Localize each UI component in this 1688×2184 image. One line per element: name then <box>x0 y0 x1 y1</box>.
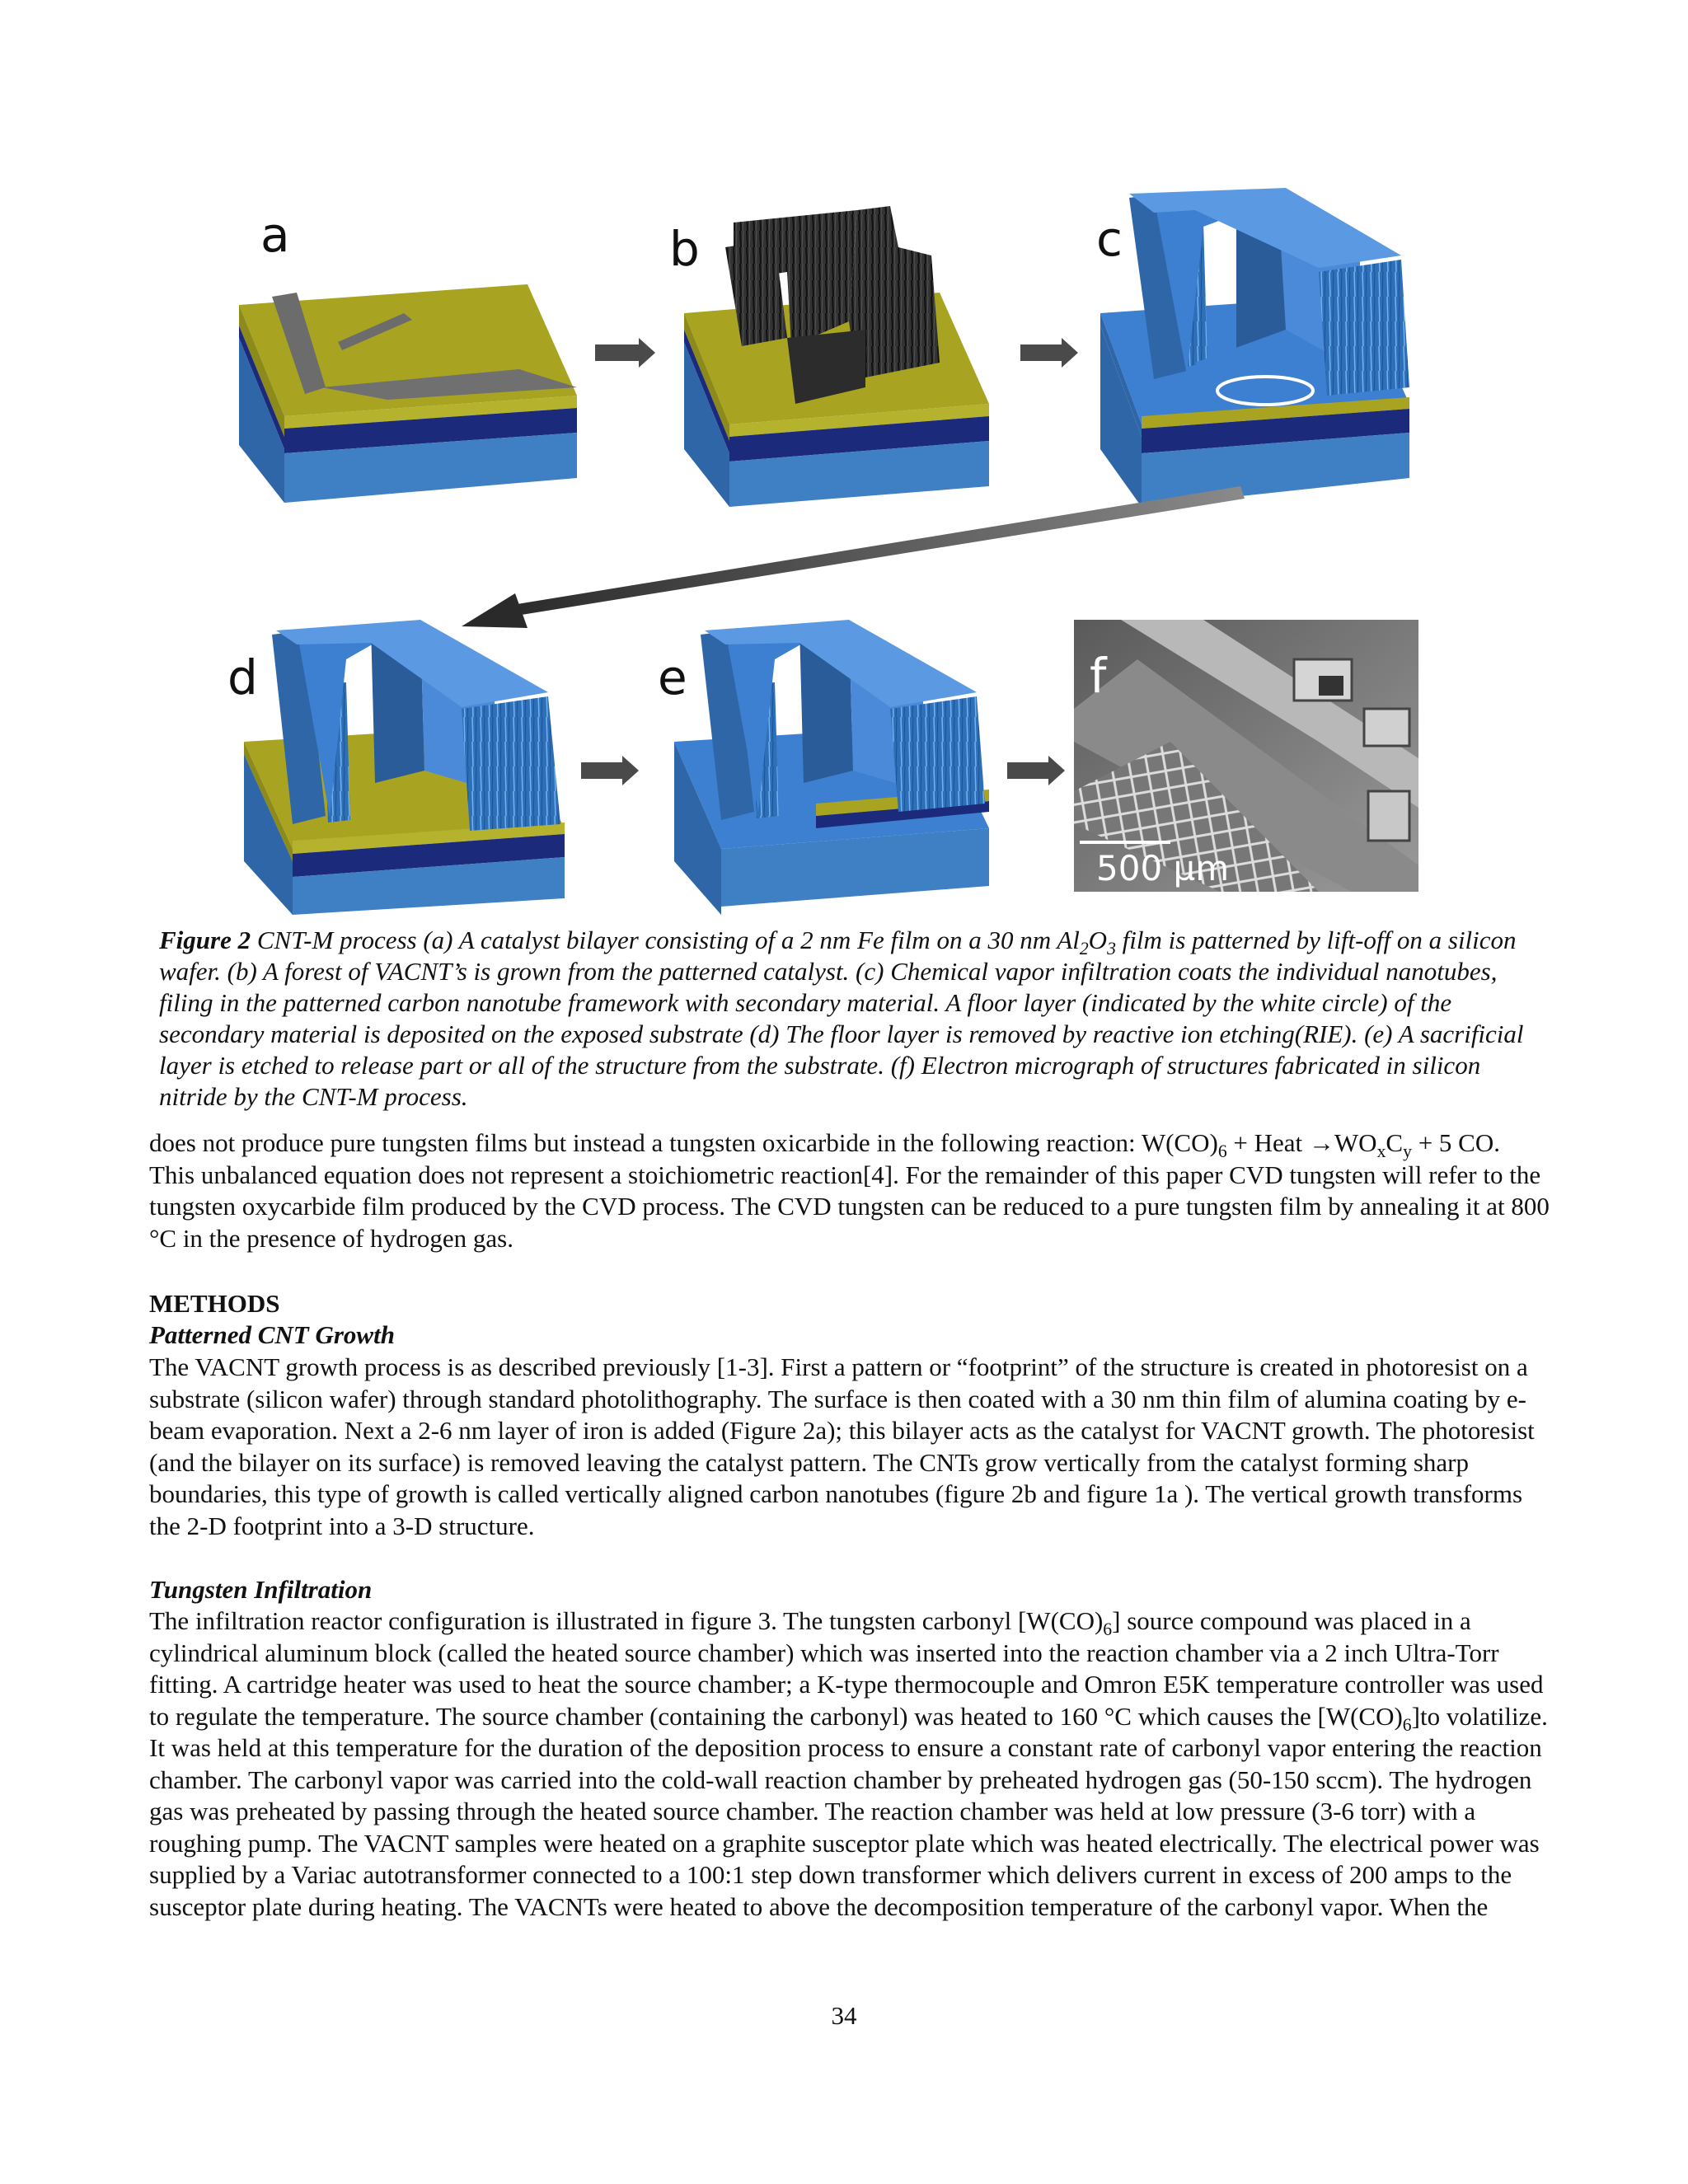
panel-letter-e: e <box>658 649 687 705</box>
paragraph-tungsten-reaction <box>149 1127 1550 1254</box>
caption-sub-b: 3 <box>1107 939 1116 959</box>
arrow-a-to-b <box>595 338 655 368</box>
caption-text-3: film is patterned by lift-off on a silicon wafer. (b) A forest of VACNT’s is grown from the patterned catalyst. (c) Chemical vapor infiltration coats the individual nanotubes, filing in the patterned carbon nanotube framework with secondary material. A floor layer (indicated by the white circle) of the secondary material is deposited on the exposed substrate (d) The floor layer is removed by reactive ion etching(RIE). (e) A sacrificial layer is etched to release part or all of the structure from the substrate. (f) Electron micrograph of structures fabricated in silicon nitride by the CNT-M process. <box>159 926 1524 1111</box>
caption-sub-a: 2 <box>1079 939 1089 959</box>
figure-label: Figure 2 <box>159 926 251 954</box>
caption-text-2: O <box>1088 926 1108 954</box>
figure-2-illustration <box>0 0 1688 915</box>
methods-heading: METHODS <box>149 1289 280 1318</box>
scale-bar-label: 500 µm <box>1096 848 1230 888</box>
panel-letter-b: b <box>669 221 700 277</box>
arrow-d-to-e <box>581 756 639 785</box>
para1-text-2: + Heat →WO <box>1226 1128 1377 1157</box>
para1-text-1: does not produce pure tungsten films but instead a tungsten oxicarbide in the following reaction: W(CO) <box>149 1128 1218 1157</box>
caption-text-1: CNT-M process (a) A catalyst bilayer consisting of a 2 nm Fe film on a 30 nm Al <box>251 926 1080 954</box>
arrow-c-to-d <box>462 486 1245 628</box>
panel-f-micrograph <box>1074 620 1418 892</box>
para3-sub-1: 6 <box>1103 1619 1113 1640</box>
paragraph-cnt-growth: The VACNT growth process is as described previously [1-3]. First a pattern or “footprint” of the structure is created in photoresist on a substrate (silicon wafer) through standard photolithography. The surface is then coated with a 30 nm thin film of alumina coating by e-beam evaporation. Next a 2-6 nm layer of iron is added (Figure 2a); this bilayer acts as the catalyst for VACNT growth. The photoresist (and the bilayer on its surface) is removed leaving the catalyst pattern. The CNTs grow vertically from the catalyst forming sharp boundaries, this type of growth is called vertically aligned carbon nanotubes (figure 2b and figure 1a ). The vertical growth transforms the 2-D footprint into a 3-D structure. <box>149 1352 1535 1540</box>
para1-text-4: + 5 CO. This unbalanced equation does not represent a stoichiometric reaction[4]. For the remainder of this paper CVD tungsten will refer to the tungsten oxycarbide film produced by the CVD process. The CVD tungsten can be reduced to a pure tungsten film by annealing it at 800 °C in the presence of hydrogen gas. <box>149 1128 1550 1253</box>
para1-sub-1: 6 <box>1217 1141 1227 1162</box>
subheading-tungsten-infiltration: Tungsten Infiltration <box>149 1575 373 1604</box>
para1-sub-2: x <box>1376 1141 1386 1162</box>
page-number: 34 <box>831 2001 857 2030</box>
para3-sub-2: 6 <box>1402 1714 1412 1735</box>
panel-b <box>669 206 989 507</box>
para3-text-2: ] source compound was placed in a cylindrical aluminum block (called the heated source chamber) which was inserted into the reaction chamber via a 2 inch Ultra-Torr fitting. A cartridge heater was used to heat the source chamber; a K-type thermocouple and Omron E5K temperature controller was used to regulate the temperature. The source chamber (containing the carbonyl) was heated to 160 °C which causes the [W(CO) <box>149 1606 1544 1731</box>
panel-e <box>658 620 989 915</box>
panel-letter-c: c <box>1096 211 1123 267</box>
para3-text-1: The infiltration reactor configuration is illustrated in figure 3. The tungsten carbonyl [W(CO) <box>149 1606 1104 1635</box>
para3-text-3: ]to volatilize. It was held at this temperature for the duration of the deposition process to ensure a constant rate of carbonyl vapor entering the reaction chamber. The carbonyl vapor was carried into the cold-wall reaction chamber by preheated hydrogen gas (50-150 sccm). The hydrogen gas was preheated by passing through the heated source chamber. The reaction chamber was held at low pressure (3-6 torr) with a roughing pump. The VACNT samples were heated on a graphite susceptor plate which was heated electrically. The electrical power was supplied by a Variac autotransformer connected to a 100:1 step down transformer which delivers current in excess of 200 amps to the susceptor plate during heating. The VACNTs were heated to above the decomposition temperature of the carbonyl vapor. When the <box>149 1701 1548 1921</box>
panel-letter-a: a <box>260 207 290 263</box>
subheading-patterned-cnt-growth: Patterned CNT Growth <box>149 1320 395 1349</box>
arrow-b-to-c <box>1020 338 1078 368</box>
panel-letter-d: d <box>227 649 258 705</box>
paragraph-tungsten-infiltration <box>149 1605 1550 1923</box>
panel-letter-f: f <box>1090 648 1107 704</box>
panel-d <box>227 620 565 915</box>
panel-a <box>239 207 577 503</box>
panel-c <box>1096 188 1409 507</box>
para1-text-3: C <box>1386 1128 1404 1157</box>
arrow-e-to-f <box>1007 756 1065 785</box>
para1-sub-3: y <box>1403 1141 1412 1162</box>
figure-caption <box>159 925 1527 1113</box>
